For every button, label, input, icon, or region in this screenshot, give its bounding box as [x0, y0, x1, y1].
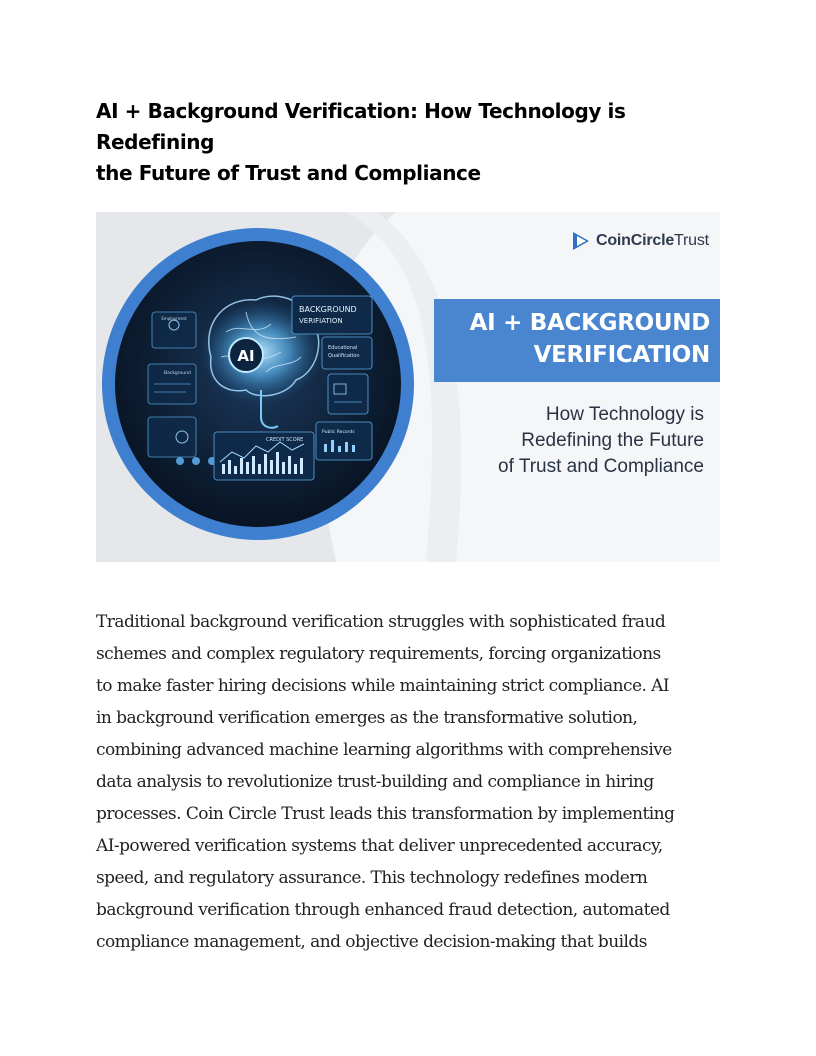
paragraph-line: data analysis to revolutionize trust-building and compliance in hiring	[96, 772, 654, 792]
body-paragraph	[96, 606, 726, 958]
paragraph-line: Traditional background verification struggles with sophisticated fraud	[96, 612, 666, 632]
paragraph-line: background verification through enhanced fraud detection, automated	[96, 900, 670, 920]
paragraph-line: AI-powered verification systems that deliver unprecedented accuracy,	[96, 836, 663, 856]
paragraph-line: in background verification emerges as the transformative solution,	[96, 708, 638, 728]
hero-banner-image	[96, 212, 720, 562]
paragraph-line: compliance management, and objective decision-making that builds	[96, 932, 647, 952]
paragraph-line: processes. Coin Circle Trust leads this transformation by implementing	[96, 804, 675, 824]
paragraph-line: speed, and regulatory assurance. This technology redefines modern	[96, 868, 648, 888]
svg-text:Educational: Educational	[328, 345, 358, 351]
svg-text:Qualification: Qualification	[328, 353, 360, 359]
title-line: AI + Background Verification: How Technology is Redefining	[96, 99, 626, 154]
svg-text:Background: Background	[164, 371, 191, 376]
page-title	[96, 96, 720, 189]
paragraph-line: to make faster hiring decisions while maintaining strict compliance. AI	[96, 676, 670, 696]
banner-subheadline: How Technology is Redefining the Future of Trust and Compliance	[498, 404, 704, 477]
brand-logo	[596, 228, 709, 254]
svg-text:CREDIT SCORE: CREDIT SCORE	[266, 437, 304, 443]
ai-badge-label: AI	[237, 347, 255, 365]
play-shield-logo-icon	[573, 232, 589, 250]
brand-name: CoinCircleTrust	[596, 232, 709, 249]
svg-text:VERIFIATION: VERIFIATION	[299, 317, 343, 325]
svg-text:BACKGROUND: BACKGROUND	[299, 305, 357, 314]
credit-score-panel	[214, 432, 314, 480]
paragraph-line: schemes and complex regulatory requirements, forcing organizations	[96, 644, 661, 664]
banner-headline: AI + BACKGROUND VERIFICATION	[469, 310, 710, 368]
title-line: the Future of Trust and Compliance	[96, 161, 481, 185]
headline-box	[434, 299, 720, 382]
svg-text:Employment: Employment	[161, 316, 187, 321]
paragraph-line: combining advanced machine learning algorithms with comprehensive	[96, 740, 672, 760]
banner-illustration	[96, 212, 720, 562]
svg-text:Public Records: Public Records	[322, 430, 355, 435]
